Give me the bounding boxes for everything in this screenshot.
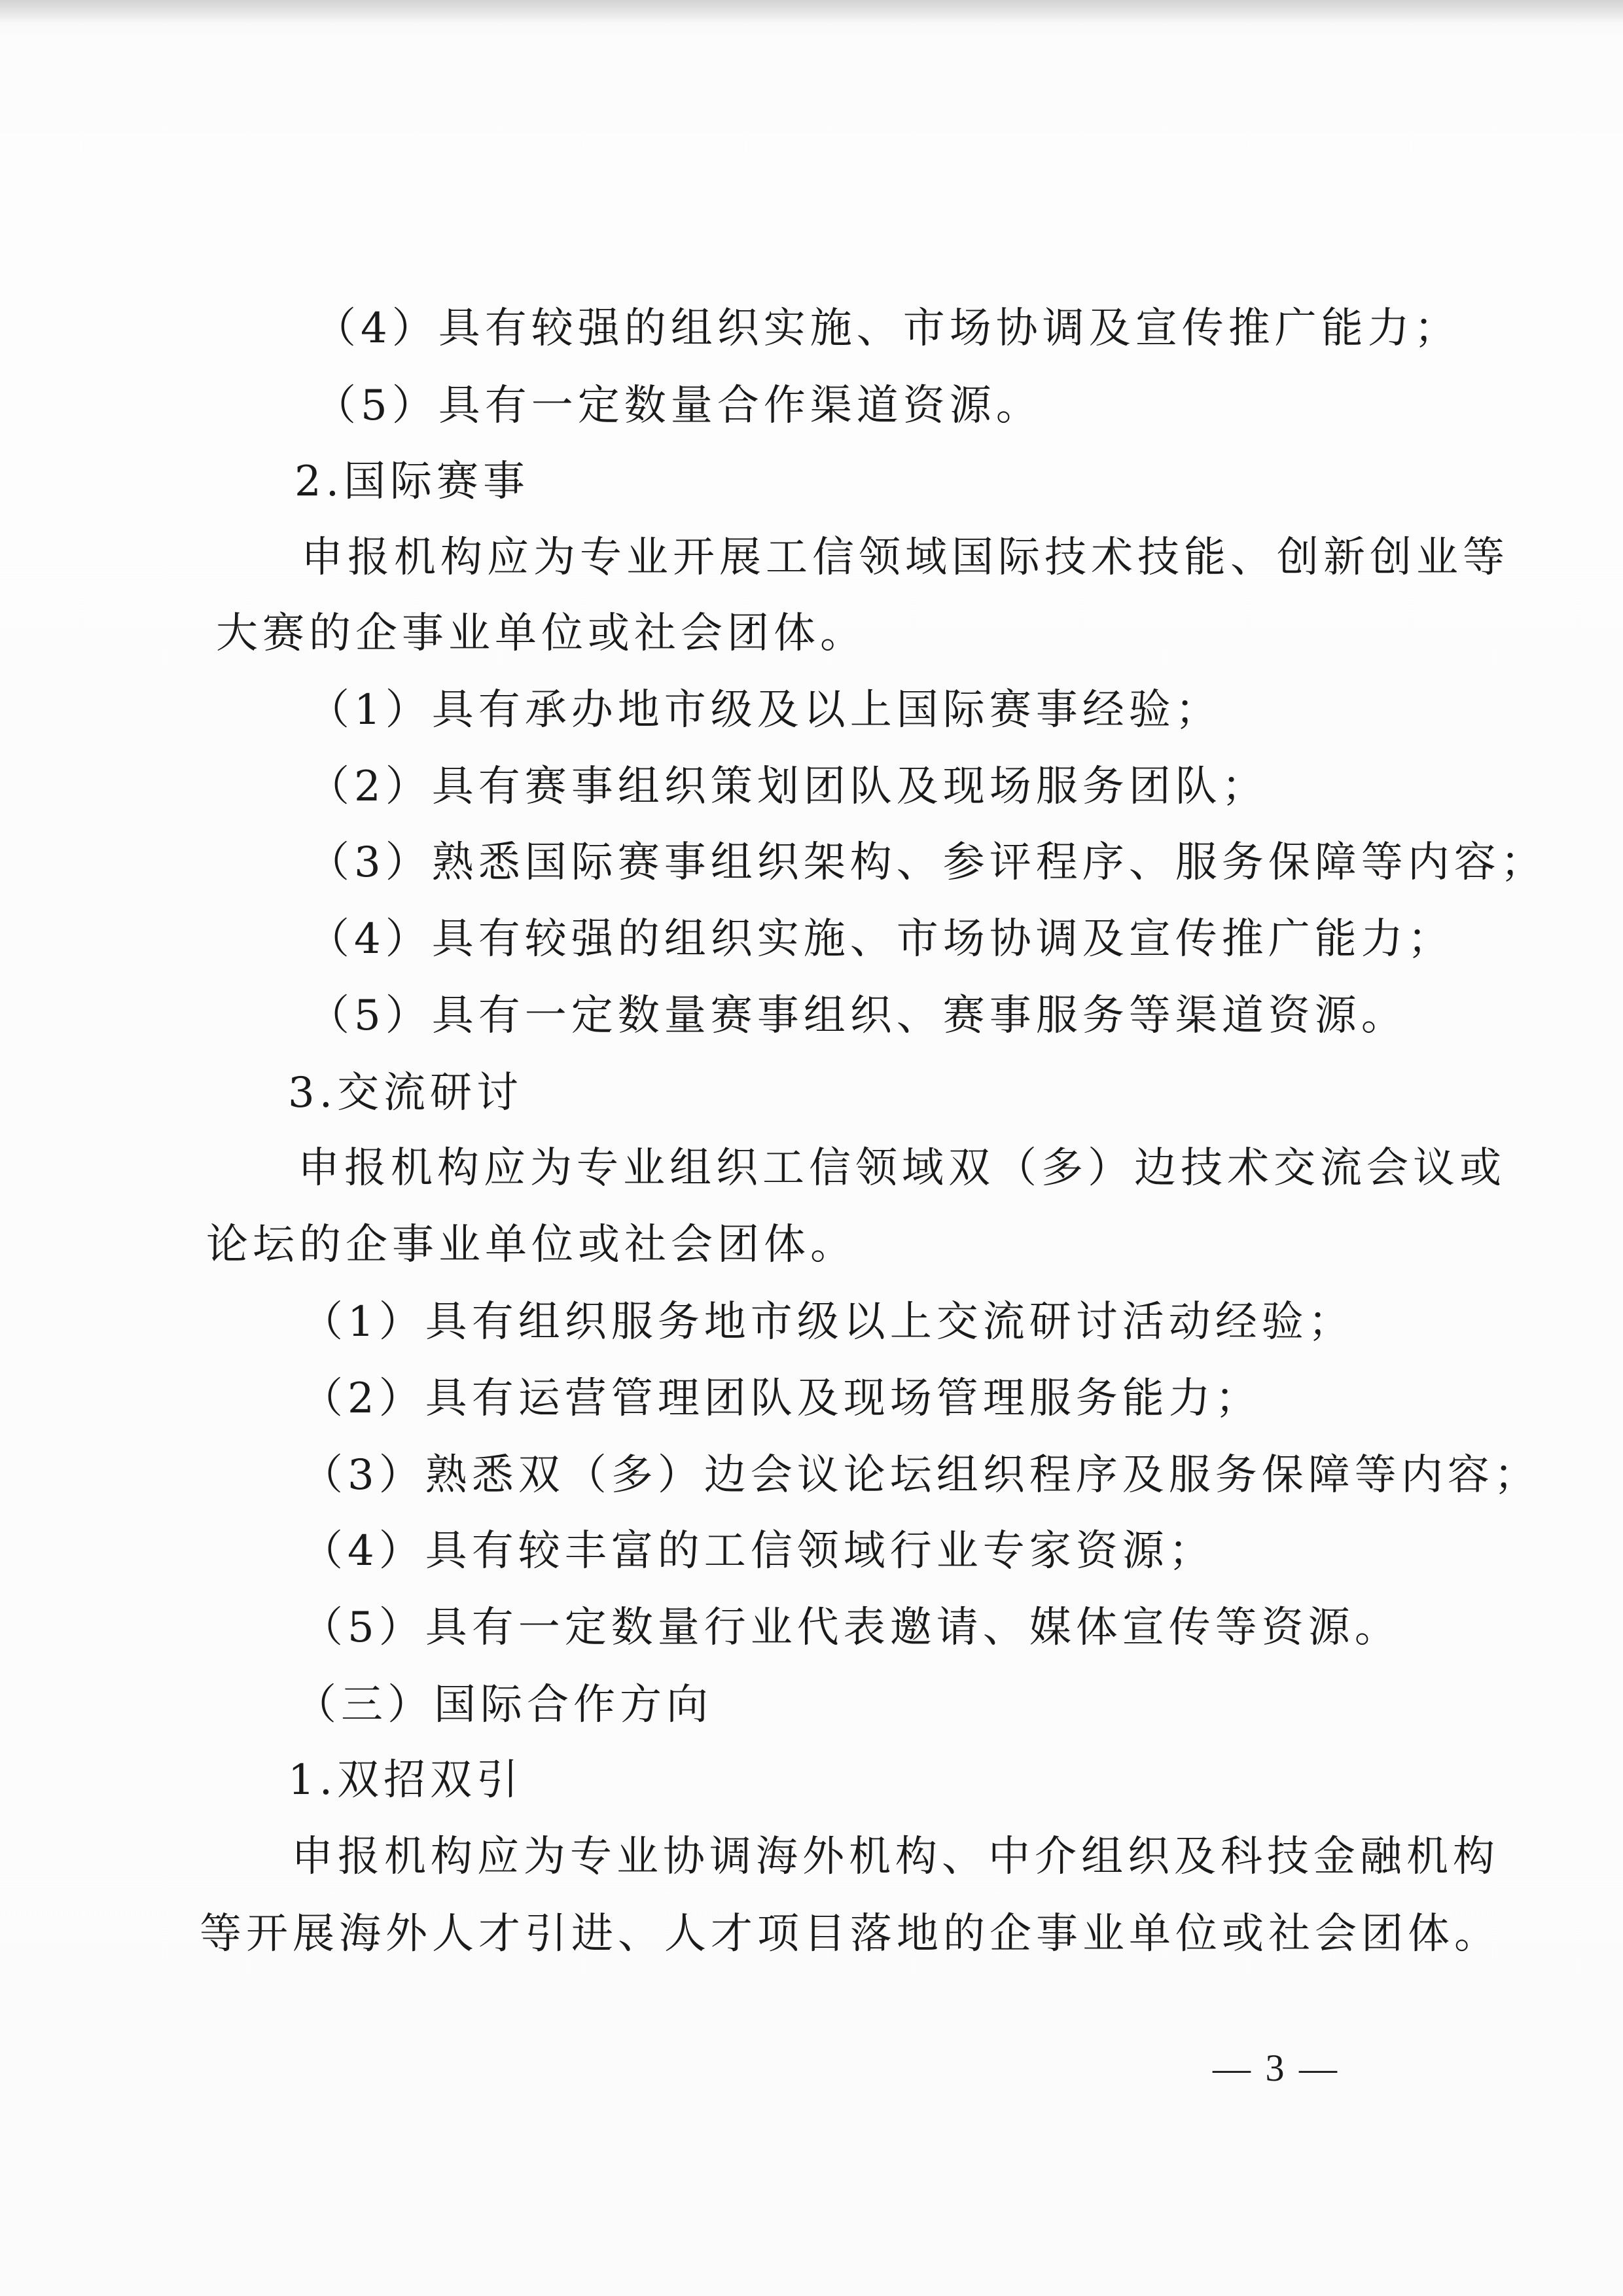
requirement-line: （5）具有一定数量合作渠道资源。 [314, 382, 1043, 430]
section-heading: （三）国际合作方向 [294, 1681, 713, 1729]
requirement-line: （4）具有较强的组织实施、市场协调及宣传推广能力； [314, 304, 1461, 353]
requirement-line: （1）具有承办地市级及以上国际赛事经验； [308, 686, 1222, 734]
section-heading: 3.交流研讨 [288, 1069, 524, 1117]
paragraph-line: 申报机构应为专业协调海外机构、中介组织及科技金融机构 [291, 1833, 1499, 1881]
requirement-line: （2）具有运营管理团队及现场管理服务能力； [301, 1374, 1262, 1423]
page-number: — 3 — [1213, 2047, 1340, 2089]
paragraph-line: 等开展海外人才引进、人才项目落地的企事业单位或社会团体。 [200, 1910, 1501, 1958]
paragraph-line: 申报机构应为专业组织工信领域双（多）边技术交流会议或 [298, 1144, 1506, 1193]
requirement-line: （5）具有一定数量行业代表邀请、媒体宣传等资源。 [301, 1604, 1401, 1652]
scan-edge-shadow [0, 0, 1623, 22]
section-heading: 1.双招双引 [288, 1756, 524, 1804]
requirement-line: （3）熟悉国际赛事组织架构、参评程序、服务保障等内容； [308, 838, 1547, 887]
paragraph-line: 大赛的企事业单位或社会团体。 [216, 609, 866, 658]
requirement-line: （2）具有赛事组织策划团队及现场服务团队； [308, 762, 1268, 811]
requirement-line: （5）具有一定数量赛事组织、赛事服务等渠道资源。 [308, 992, 1408, 1040]
requirement-line: （1）具有组织服务地市级以上交流研讨活动经验； [301, 1298, 1355, 1346]
requirement-line: （3）熟悉双（多）边会议论坛组织程序及服务保障等内容； [301, 1451, 1541, 1499]
paragraph-line: 申报机构应为专业开展工信领域国际技术技能、创新创业等 [301, 533, 1509, 582]
requirement-line: （4）具有较强的组织实施、市场协调及宣传推广能力； [308, 915, 1454, 963]
requirement-line: （4）具有较丰富的工信领域行业专家资源； [301, 1527, 1215, 1575]
section-heading: 2.国际赛事 [294, 457, 530, 506]
paragraph-line: 论坛的企事业单位或社会团体。 [206, 1221, 857, 1269]
